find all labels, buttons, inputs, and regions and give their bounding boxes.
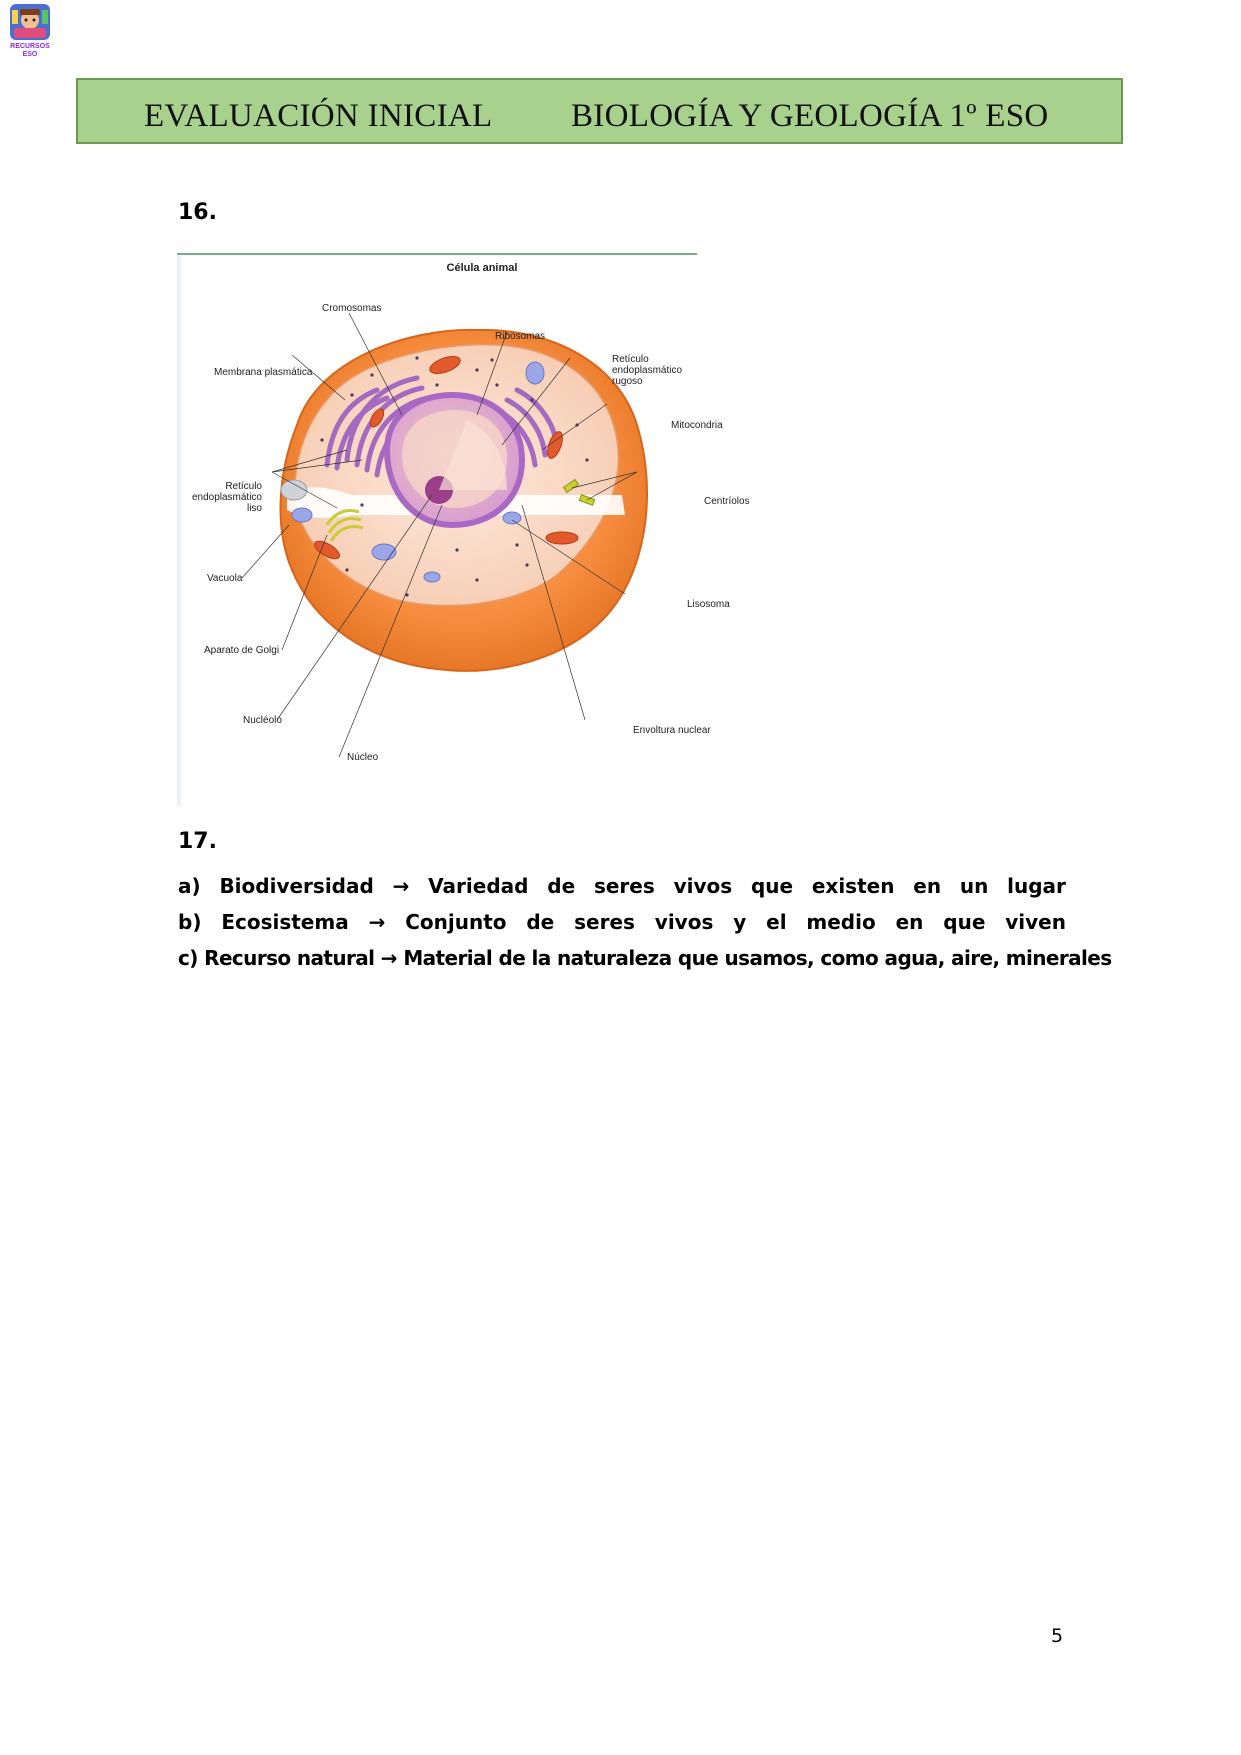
answer-a-word: existen <box>811 874 895 898</box>
answer-a-word: Biodiversidad <box>219 874 374 898</box>
answer-a-word: vivos <box>673 874 733 898</box>
answer-c-text: c) Recurso natural → Material de la naturaleza que usamos, como agua, aire, minerales <box>178 946 1112 970</box>
answer-a-word: en <box>913 874 942 898</box>
answer-b-word: vivos <box>654 910 714 934</box>
answer-b <box>178 904 1066 940</box>
answer-b-word: que <box>943 910 986 934</box>
answer-a-word: Variedad <box>428 874 529 898</box>
answer-a <box>178 868 1066 904</box>
answer-b-word: b) <box>178 910 202 934</box>
animal-cell-diagram <box>177 250 777 810</box>
label-nucleo: Núcleo <box>347 752 379 763</box>
label-rel-line-2: endoplasmático <box>191 492 262 503</box>
header-title-right: BIOLOGÍA Y GEOLOGÍA 1º ESO <box>571 98 1049 134</box>
logo-text-top: RECURSOS <box>10 43 50 50</box>
label-mitocondria: Mitocondria <box>671 420 723 431</box>
answer-b-arrow: → <box>368 910 386 934</box>
header-banner <box>76 78 1123 144</box>
diagram-title: Célula animal <box>446 262 518 274</box>
answer-b-word: en <box>895 910 924 934</box>
label-rer-line-1: Retículo <box>612 354 649 365</box>
answer-a-word: que <box>750 874 794 898</box>
label-centriolos: Centríolos <box>704 496 750 507</box>
recursos-eso-logo <box>8 2 52 58</box>
answer-b-word: medio <box>806 910 876 934</box>
label-rer-line-3: rugoso <box>612 376 643 387</box>
answer-b-word: Conjunto <box>405 910 507 934</box>
label-vacuola: Vacuola <box>207 573 243 584</box>
label-ribosomas: Ribosomas <box>495 331 546 342</box>
label-aparato-golgi: Aparato de Golgi <box>204 645 280 656</box>
logo-text-bottom: ESO <box>22 51 38 58</box>
answer-a-arrow: → <box>392 874 410 898</box>
answer-a-word: de <box>547 874 576 898</box>
answer-a-word: lugar <box>1007 874 1066 898</box>
answer-b-word: viven <box>1005 910 1066 934</box>
page-number: 5 <box>1051 1625 1064 1647</box>
label-membrana-plasmatica: Membrana plasmática <box>214 367 313 378</box>
question-16-number: 16. <box>178 200 217 225</box>
label-cromosomas: Cromosomas <box>322 303 382 314</box>
answer-b-word: el <box>766 910 787 934</box>
answer-a-word: seres <box>593 874 655 898</box>
header-title-left: EVALUACIÓN INICIAL <box>144 98 493 134</box>
label-rel-line-3: liso <box>246 503 262 514</box>
label-rel-line-1: Retículo <box>225 481 262 492</box>
label-lisosoma: Lisosoma <box>687 599 730 610</box>
question-17-answers <box>178 868 1112 976</box>
answer-a-word: un <box>959 874 989 898</box>
answer-b-word: de <box>526 910 555 934</box>
answer-a-word: a) <box>178 874 201 898</box>
answer-b-word: y <box>733 910 747 934</box>
answer-c <box>178 940 1112 976</box>
question-17-number: 17. <box>178 829 217 854</box>
answer-b-word: Ecosistema <box>221 910 349 934</box>
label-rer-line-2: endoplasmático <box>612 365 683 376</box>
label-envoltura-nuclear: Envoltura nuclear <box>633 725 711 736</box>
answer-b-word: seres <box>574 910 635 934</box>
label-nucleolo: Nucléolo <box>243 715 282 726</box>
